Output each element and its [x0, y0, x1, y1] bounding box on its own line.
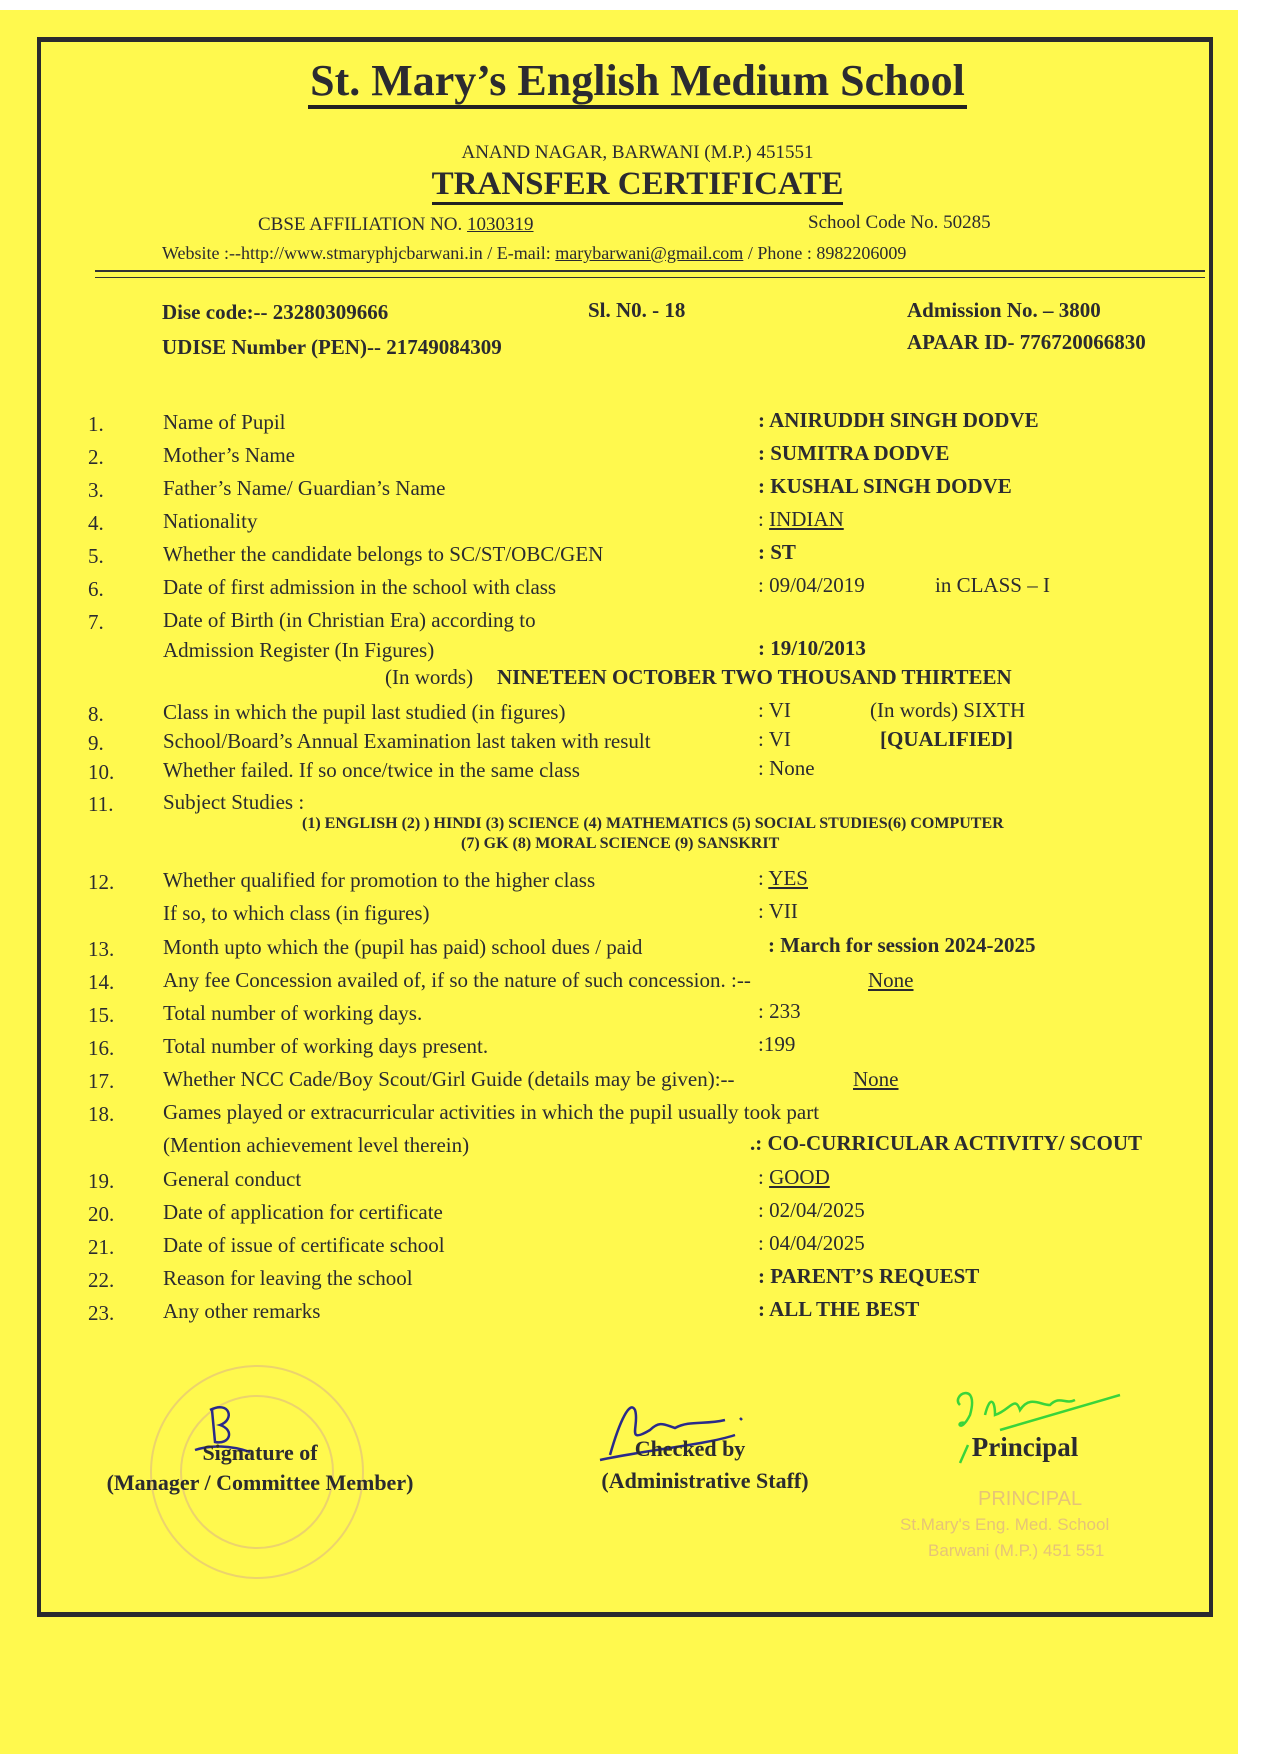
document-title: TRANSFER CERTIFICATE [0, 166, 1275, 203]
field-label: Whether NCC Cade/Boy Scout/Girl Guide (details may be given):-- [163, 1067, 735, 1091]
field-number: 4. [88, 511, 104, 535]
field-label: Date of first admission in the school with class [163, 575, 557, 599]
field-number: 13. [88, 937, 115, 961]
field-number: 8. [88, 702, 104, 726]
field-extra: in CLASS – I [935, 573, 1050, 597]
field-number: 9. [88, 731, 104, 755]
field-value: : 04/04/2025 [758, 1231, 865, 1255]
field-label: Date of issue of certificate school [163, 1233, 445, 1257]
field-value: :199 [758, 1032, 796, 1056]
field-value [758, 1165, 830, 1190]
field-value: : 233 [758, 999, 801, 1023]
principal-stamp-address: Barwani (M.P.) 451 551 [928, 1541, 1105, 1560]
school-code: School Code No. 50285 [808, 212, 991, 233]
field-value [758, 540, 796, 565]
serial-number: Sl. N0. - 18 [588, 298, 686, 322]
principal-label: Principal [971, 1432, 1079, 1462]
field-label: Total number of working days. [163, 1001, 423, 1025]
field-label-continued: (Mention achievement level therein) [163, 1133, 470, 1157]
value-text: INDIAN [769, 507, 844, 531]
field-number: 11. [88, 792, 114, 816]
dise-code: Dise code:-- 23280309666 [162, 300, 389, 324]
field-number: 22. [88, 1268, 115, 1292]
affiliation: CBSE AFFILIATION NO. 1030319 [258, 214, 534, 235]
field-label: Whether failed. If so once/twice in the same class [163, 758, 580, 782]
dob-in-words: NINETEEN OCTOBER TWO THOUSAND THIRTEEN [497, 665, 1012, 689]
field-value: : ALL THE BEST [758, 1297, 920, 1321]
field-number: 1. [88, 412, 104, 436]
principal-stamp-school: St.Mary's Eng. Med. School [900, 1515, 1110, 1534]
field-value-continued: : VII [758, 899, 798, 923]
field-value: None [853, 1067, 899, 1091]
udise-number: UDISE Number (PEN)-- 21749084309 [162, 335, 502, 359]
header-rule-thin [95, 277, 1205, 278]
manager-role-label: (Manager / Committee Member) [106, 1470, 414, 1495]
field-label-continued: Admission Register (In Figures) [163, 638, 435, 662]
field-label: Date of application for certificate [163, 1200, 443, 1224]
field-label-continued: If so, to which class (in figures) [163, 901, 430, 925]
value-colon: : [758, 507, 770, 531]
field-value: None [868, 968, 914, 992]
field-number: 14. [88, 970, 115, 994]
subjects-line-1: (1) ENGLISH (2) ) HINDI (3) SCIENCE (4) MATHEMATICS (5) SOCIAL STUDIES(6) COMPUTER [302, 815, 1004, 832]
field-label: General conduct [163, 1167, 302, 1191]
field-label: Whether the candidate belongs to SC/ST/OBC/GEN [163, 542, 604, 566]
manager-signature-label: Signature of [202, 1440, 318, 1465]
field-number: 12. [88, 870, 115, 894]
field-label: Any fee Concession availed of, if so the nature of such concession. :-- [163, 968, 751, 992]
value-colon: : [758, 866, 769, 890]
field-number: 17. [88, 1069, 115, 1093]
words-label: (In words) [385, 665, 474, 689]
field-number: 10. [88, 760, 115, 784]
phone: / Phone : 8982206009 [747, 243, 907, 263]
header-rule [95, 270, 1205, 272]
field-number: 6. [88, 577, 104, 601]
field-value: : SUMITRA DODVE [758, 441, 950, 465]
field-value: : KUSHAL SINGH DODVE [758, 474, 1012, 498]
contact-line [162, 243, 906, 264]
field-label: Subject Studies : [163, 790, 305, 814]
apaar-id: APAAR ID- 776720066830 [907, 330, 1146, 354]
website: Website :--http://www.stmaryphjcbarwani.in / E-mail: [162, 243, 551, 263]
value-text: GOOD [769, 1165, 830, 1189]
value-colon: : [758, 1165, 770, 1189]
field-label: Nationality [163, 509, 258, 533]
admission-number: Admission No. – 3800 [907, 298, 1101, 322]
subjects-line-2: (7) GK (8) MORAL SCIENCE (9) SANSKRIT [461, 835, 780, 852]
school-address: ANAND NAGAR, BARWANI (M.P.) 451551 [461, 142, 814, 163]
field-value: : March for session 2024-2025 [768, 933, 1036, 957]
value-text: YES [768, 866, 808, 890]
field-label: Month upto which the (pupil has paid) school dues / paid [163, 935, 643, 959]
field-value: : 02/04/2025 [758, 1198, 865, 1222]
field-number: 21. [88, 1235, 115, 1259]
field-number: 2. [88, 445, 104, 469]
field-value: : 19/10/2013 [758, 636, 866, 660]
field-number: 16. [88, 1036, 115, 1060]
field-label: Reason for leaving the school [163, 1266, 413, 1290]
principal-stamp-title: PRINCIPAL [978, 1488, 1083, 1510]
field-label: Name of Pupil [163, 410, 286, 434]
field-number: 20. [88, 1202, 115, 1226]
field-label: Whether qualified for promotion to the higher class [163, 868, 596, 892]
field-label: Father’s Name/ Guardian’s Name [163, 476, 446, 500]
field-value: : PARENT’S REQUEST [758, 1264, 980, 1288]
value-text: ST [770, 540, 796, 564]
field-label: School/Board’s Annual Examination last taken with result [163, 729, 651, 753]
field-number: 3. [88, 478, 104, 502]
email-link: marybarwani@gmail.com [555, 243, 744, 263]
field-label: Any other remarks [163, 1299, 321, 1323]
field-extra: [QUALIFIED] [880, 727, 1014, 751]
affiliation-number: 1030319 [467, 214, 534, 235]
field-label: Date of Birth (in Christian Era) according to [163, 608, 536, 632]
field-value [758, 866, 808, 891]
value-colon: : [758, 540, 771, 564]
field-value: : VI [758, 727, 791, 751]
admin-staff-label: (Administrative Staff) [601, 1468, 809, 1493]
field-number: 18. [88, 1102, 115, 1126]
field-number: 15. [88, 1003, 115, 1027]
field-value: : 09/04/2019 [758, 573, 865, 597]
field-value: : ANIRUDDH SINGH DODVE [758, 408, 1039, 432]
field-label: Total number of working days present. [163, 1034, 489, 1058]
field-value: .: CO-CURRICULAR ACTIVITY/ SCOUT [750, 1131, 1143, 1155]
school-name: St. Mary’s English Medium School [0, 55, 1275, 106]
field-label: Mother’s Name [163, 443, 295, 467]
field-value: : None [758, 756, 815, 780]
checked-by-label: Checked by [634, 1436, 746, 1461]
field-value [758, 507, 844, 532]
field-number: 7. [88, 610, 104, 634]
field-label: Class in which the pupil last studied (in figures) [163, 700, 566, 724]
field-number: 5. [88, 544, 104, 568]
field-extra: (In words) SIXTH [870, 698, 1026, 722]
field-number: 19. [88, 1169, 115, 1193]
field-value: : VI [758, 698, 791, 722]
field-number: 23. [88, 1301, 115, 1325]
field-label: Games played or extracurricular activities in which the pupil usually took part [163, 1100, 820, 1124]
